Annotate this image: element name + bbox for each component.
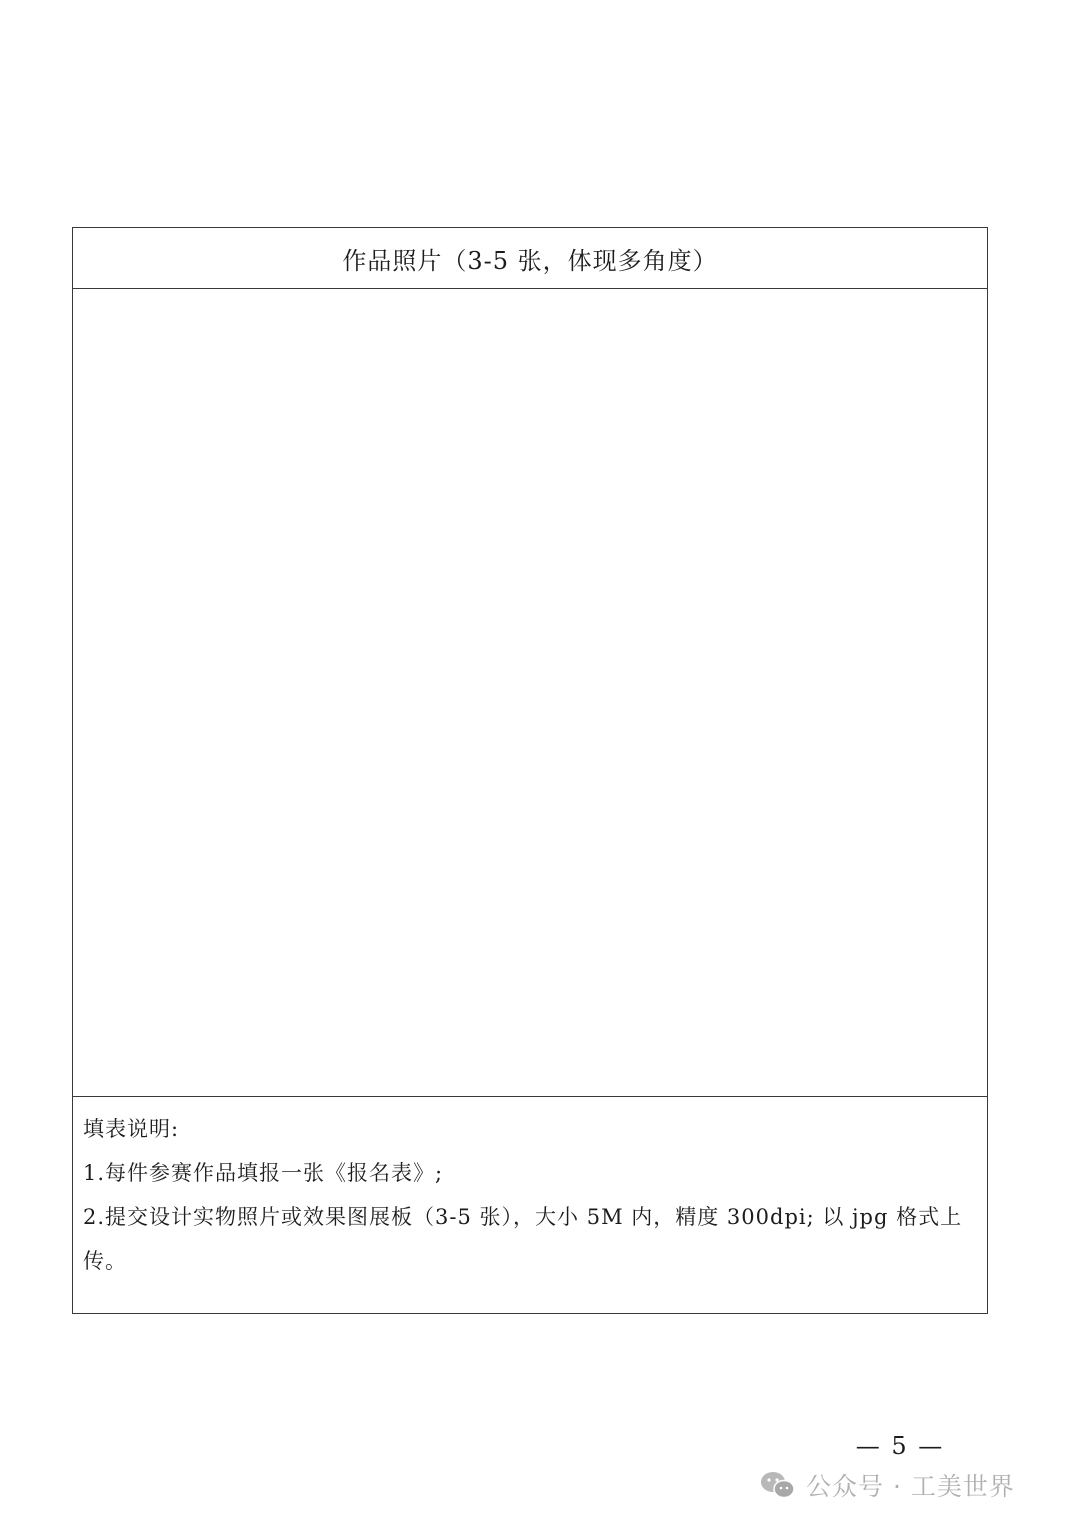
wechat-icon [760,1470,796,1500]
photo-area [73,289,987,1097]
watermark-text: 公众号 · 工美世界 [806,1472,1015,1501]
form-header [73,228,987,289]
page-number: — 5 — [855,1432,945,1460]
watermark [760,1465,1015,1505]
instruction-item-1: 1.每件参赛作品填报一张《报名表》; [83,1161,444,1185]
instructions-section [73,1097,987,1283]
instruction-item-2: 2.提交设计实物照片或效果图展板（3-5 张），大小 5M 内，精度 300dpi; 以 jpg 格式上传。 [83,1205,963,1273]
instructions-heading: 填表说明: [83,1117,180,1141]
form-header-title: 作品照片（3-5 张，体现多角度） [342,246,718,275]
photo-form-table [72,227,988,1314]
